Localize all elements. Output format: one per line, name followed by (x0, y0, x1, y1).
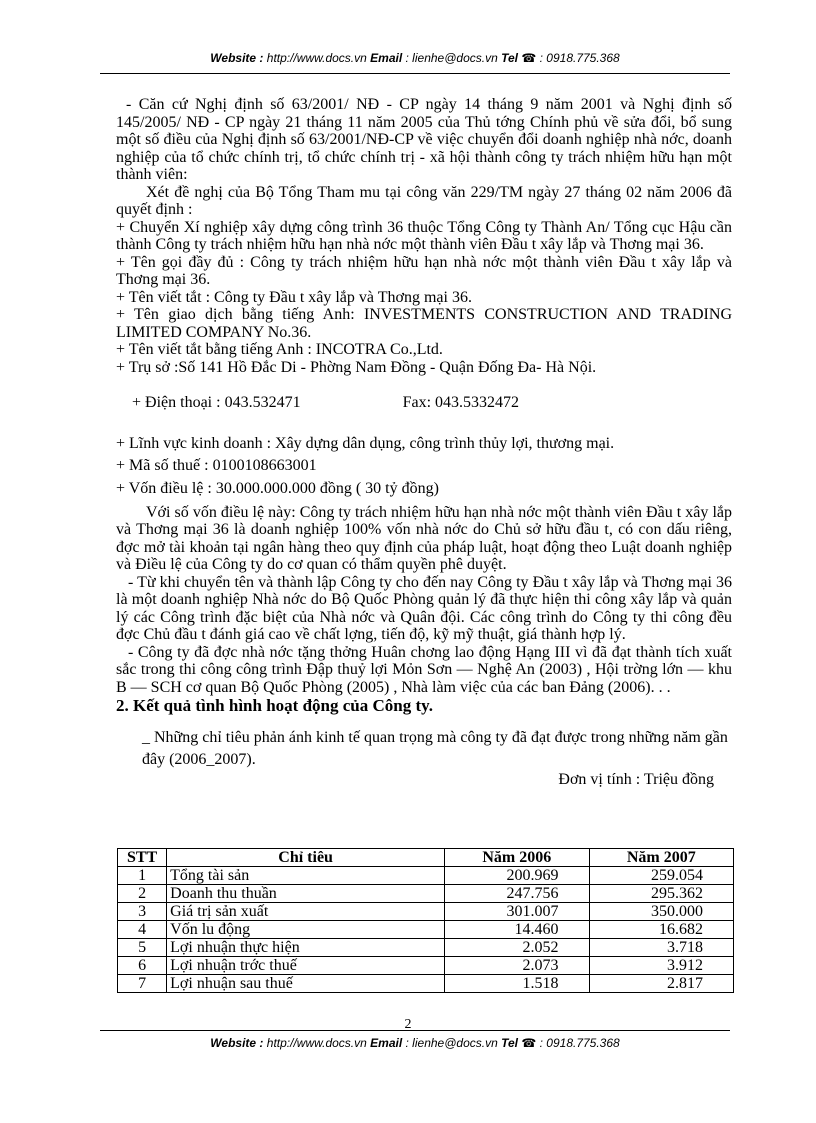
paragraph-capital: Với số vốn điều lệ này: Công ty trách nhiệm hữu hạn nhà nớc một thành viên Đầu t xây lắp và Thơng mại 36 là doanh nghiệp 100% vốn nhà nớc do Chủ sở hữu đầu t, có con dấu riêng, đợc mở tài khoản tại ngân hàng theo quy định của pháp luật, hoạt động theo Luật doanh nghiệp và Điều lệ của Công ty do cơ quan có thẩm quyền phê duyệt. (116, 503, 732, 573)
column-header: Chỉ tiêu (167, 849, 445, 867)
list-item: + Tên gọi đầy đủ : Công ty trách nhiệm hữu hạn nhà nớc một thành viên Đầu t xây lắp và Thơng mại 36. (116, 253, 732, 288)
table-row (118, 903, 734, 921)
phone-number: + Điện thoại : 043.532471 (132, 393, 301, 411)
cell-2006: 247.756 (445, 885, 589, 903)
fax-number: Fax: 043.5332472 (402, 393, 520, 411)
table-row (118, 957, 734, 975)
cell-stt: 7 (118, 975, 167, 993)
cell-2007: 2.817 (589, 975, 733, 993)
cell-indicator: Doanh thu thuần (167, 885, 445, 903)
cell-indicator: Vốn lu động (167, 921, 445, 939)
column-header: Năm 2007 (589, 849, 733, 867)
table-row (118, 867, 734, 885)
phone-fax-line (116, 376, 732, 429)
table-header-row (118, 849, 734, 867)
list-item: + Tên viết tắt bằng tiếng Anh : INCOTRA Co.,Ltd. (116, 341, 443, 358)
cell-stt: 1 (118, 867, 167, 885)
cell-indicator: Tổng tài sản (167, 867, 445, 885)
page-footer (100, 1030, 730, 1057)
cell-2006: 200.969 (445, 867, 589, 885)
paragraph-awards: - Công ty đã đợc nhà nớc tặng thởng Huân chơng lao động Hạng III vì đã đạt thành tích xuất sắc trong thi công công trình Đập thuỷ lợi Mỏn Sơn — Nghệ An (2003) , Hội trờng lớn — khu B — SCH cơ quan Bộ Quốc Phòng (2005) , Nhà làm việc của các ban Đảng (2006). . . (116, 643, 732, 696)
email-label: Email (370, 1036, 403, 1050)
unit-label: Đơn vị tính : Triệu đồng (558, 770, 714, 788)
list-item: + Tên giao dịch bằng tiếng Anh: INVESTMENTS CONSTRUCTION AND TRADING LIMITED COMPANY No.36. (116, 306, 732, 341)
website-label: Website : (210, 51, 264, 65)
cell-2007: 259.054 (589, 867, 733, 885)
website-label: Website : (210, 1036, 264, 1050)
cell-2007: 350.000 (589, 903, 733, 921)
document-body (116, 96, 732, 788)
cell-indicator: Lợi nhuận thực hiện (167, 939, 445, 957)
page-header (100, 47, 730, 74)
list-item: + Mã số thuế : 0100108663001 (116, 456, 317, 474)
email-value[interactable]: : lienhe@docs.vn (405, 1036, 498, 1050)
tel-label: Tel ☎ (501, 51, 537, 65)
email-label: Email (370, 51, 403, 65)
list-item: + Vốn điều lệ : 30.000.000.000 đồng ( 30 tỷ đồng) (116, 479, 439, 497)
email-value[interactable]: : lienhe@docs.vn (405, 51, 498, 65)
cell-2007: 295.362 (589, 885, 733, 903)
cell-indicator: Lợi nhuận sau thuế (167, 975, 445, 993)
results-table (117, 848, 734, 993)
tel-label: Tel ☎ (501, 1036, 537, 1050)
cell-2006: 2.073 (445, 957, 589, 975)
column-header: Năm 2006 (445, 849, 589, 867)
cell-2006: 1.518 (445, 975, 589, 993)
paragraph-decree: - Căn cứ Nghị định số 63/2001/ NĐ - CP ngày 14 tháng 9 năm 2001 và Nghị định số 145/2005/ NĐ - CP ngày 21 tháng 11 năm 2005 của Thủ tớng Chính phủ về sửa đổi, bổ sung một số điều của Nghị định số 63/2001/NĐ-CP về việc chuyển đổi doanh nghiệp nhà nớc, doanh nghiệp của tổ chức chính trị, tổ chức chính trị - xã hội thành công ty trách nhiệm hữu hạn một thành viên: (116, 96, 732, 183)
cell-2006: 14.460 (445, 921, 589, 939)
cell-indicator: Lợi nhuận trớc thuế (167, 957, 445, 975)
cell-2007: 3.718 (589, 939, 733, 957)
table-row (118, 975, 734, 993)
section-heading: 2. Kết quả tình hình hoạt động của Công ty. (116, 696, 433, 715)
page-number: 2 (404, 1017, 412, 1032)
tel-value: : 0918.775.368 (539, 51, 620, 65)
paragraph-history: - Từ khi chuyển tên và thành lập Công ty cho đến nay Công ty Đầu t xây lắp và Thơng mại 36 là một doanh nghiệp Nhà nớc do Bộ Quốc Phòng quản lý đã thực hiện thi công xây lắp và quản lý các Công trình đặc biệt của Nhà nớc và Quân đội. Các công trình do Công ty thi công đều đợc Chủ đầu t đánh giá cao về chất lợng, tiến độ, kỹ mỹ thuật, giá thành hợp lý. (116, 573, 732, 643)
website-url[interactable]: http://www.docs.vn (266, 1036, 367, 1050)
website-url[interactable]: http://www.docs.vn (266, 51, 367, 65)
list-item: + Lĩnh vực kinh doanh : Xây dựng dân dụng, công trình thủy lợi, thương mại. (116, 434, 615, 452)
cell-stt: 2 (118, 885, 167, 903)
table-row (118, 921, 734, 939)
cell-stt: 3 (118, 903, 167, 921)
paragraph-proposal: Xét đề nghị của Bộ Tổng Tham mu tại công văn 229/TM ngày 27 tháng 02 năm 2006 đã quyết định : (116, 183, 732, 218)
cell-2006: 2.052 (445, 939, 589, 957)
tel-value: : 0918.775.368 (539, 1036, 620, 1050)
cell-indicator: Giá trị sản xuất (167, 903, 445, 921)
cell-stt: 4 (118, 921, 167, 939)
cell-stt: 6 (118, 957, 167, 975)
table-intro: _ Những chỉ tiêu phản ánh kinh tế quan trọng mà công ty đã đạt được trong những năm gần đây (2006_2007). (142, 728, 728, 768)
list-item: + Trụ sở :Số 141 Hồ Đắc Di - Phờng Nam Đồng - Quận Đống Đa- Hà Nội. (116, 358, 597, 376)
cell-2006: 301.007 (445, 903, 589, 921)
cell-stt: 5 (118, 939, 167, 957)
column-header: STT (118, 849, 167, 867)
table-row (118, 885, 734, 903)
cell-2007: 3.912 (589, 957, 733, 975)
cell-2007: 16.682 (589, 921, 733, 939)
table-row (118, 939, 734, 957)
list-item: + Chuyển Xí nghiệp xây dựng công trình 36 thuộc Tổng Công ty Thành An/ Tổng cục Hậu cần thành Công ty trách nhiệm hữu hạn nhà nớc một thành viên Đầu t xây lắp và Thơng mại 36. (116, 218, 732, 253)
list-item: + Tên viết tắt : Công ty Đầu t xây lắp và Thơng mại 36. (116, 288, 472, 306)
